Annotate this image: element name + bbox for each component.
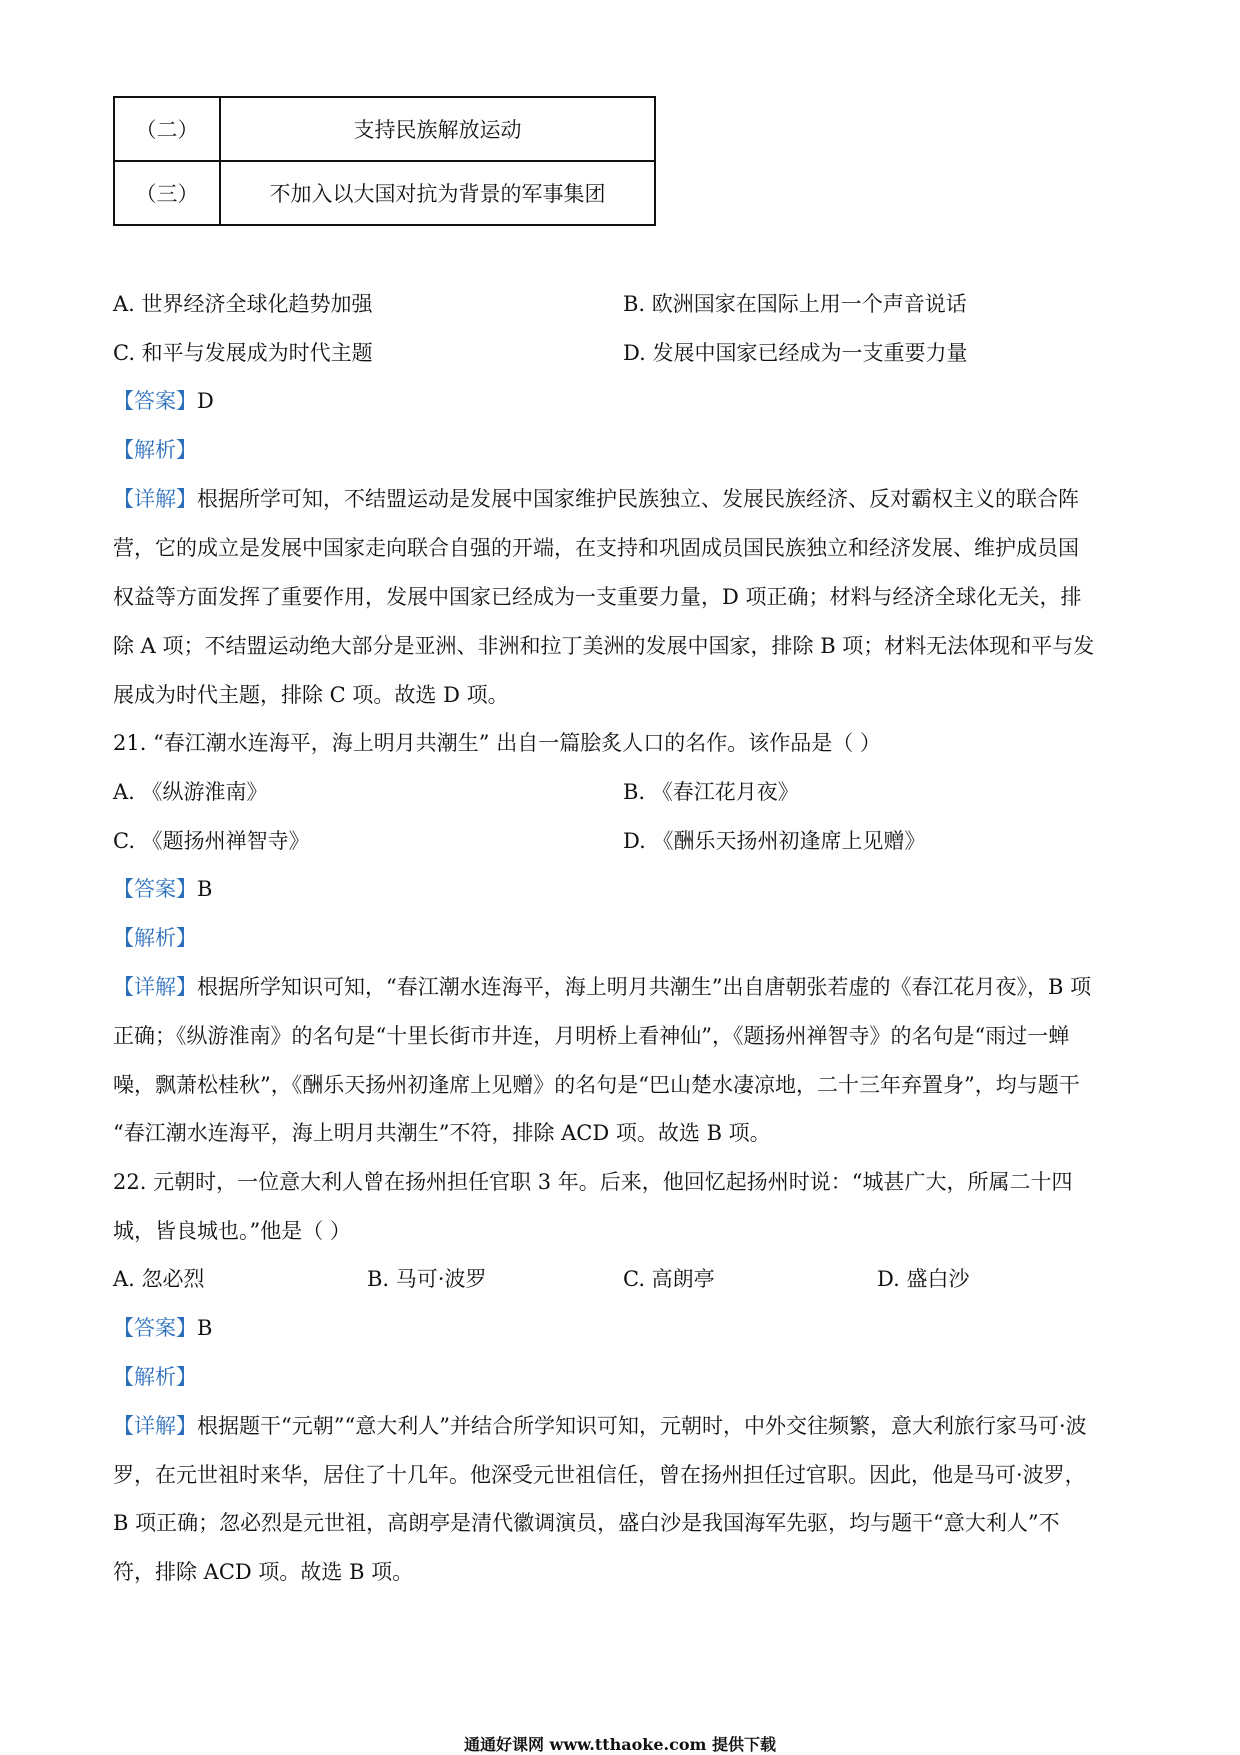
q20-option-d: D. 发展中国家已经成为一支重要力量	[623, 341, 968, 365]
q22-detail-line: 符，排除 ACD 项。故选 B 项。	[113, 1560, 414, 1584]
q22-detail-line: 罗，在元世祖时来华，居住了十几年。他深受元世祖信任，曾在扬州担任过官职。因此，他是马可·波罗，	[113, 1463, 1086, 1487]
page-footer: 通通好课网 www.tthaoke.com 提供下载	[463, 1735, 777, 1754]
q21-detail-line	[113, 974, 1091, 1000]
detail-label: 【详解】	[113, 487, 197, 511]
q20-detail-line	[113, 486, 1079, 512]
q21-detail-line: 正确；《纵游淮南》的名句是“十里长街市井连，月明桥上看神仙”，《题扬州禅智寺》的名句是“雨过一蝉	[113, 1024, 1070, 1048]
q21-detail-line: 噪，飘萧松桂秋”，《酬乐天扬州初逢席上见赠》的名句是“巴山楚水凄凉地，二十三年弃置身”，均与题干	[113, 1073, 1080, 1097]
q21-option-b: B. 《春江花月夜》	[623, 780, 799, 804]
answer-label: 【答案】	[113, 389, 197, 413]
q21-option-d: D. 《酬乐天扬州初逢席上见赠》	[623, 829, 926, 853]
q20-analysis-label: 【解析】	[113, 438, 197, 462]
q20-detail-line: 营，它的成立是发展中国家走向联合自强的开端，在支持和巩固成员国民族独立和经济发展、维护成员国	[113, 536, 1079, 560]
detail-label: 【详解】	[113, 975, 197, 999]
q22-stem-line: 城，皆良城也。”他是（ ）	[113, 1219, 351, 1243]
q20-detail-line: 除 A 项；不结盟运动绝大部分是亚洲、非洲和拉丁美洲的发展中国家，排除 B 项；材料无法体现和平与发	[113, 634, 1095, 658]
q21-option-a: A. 《纵游淮南》	[113, 780, 268, 804]
q20-option-a: A. 世界经济全球化趋势加强	[113, 292, 373, 316]
q20-option-c: C. 和平与发展成为时代主题	[113, 341, 373, 365]
q22-option-b: B. 马可·波罗	[367, 1267, 487, 1291]
answer-label: 【答案】	[113, 877, 197, 901]
detail-label: 【详解】	[113, 1414, 197, 1438]
answer-value: B	[197, 1316, 213, 1340]
table-cell-content: 不加入以大国对抗为背景的军事集团	[220, 161, 655, 225]
q21-option-c: C. 《题扬州禅智寺》	[113, 829, 310, 853]
q20-detail-line: 权益等方面发挥了重要作用，发展中国家已经成为一支重要力量，D 项正确；材料与经济全球化无关，排	[113, 585, 1082, 609]
q22-analysis-label: 【解析】	[113, 1365, 197, 1389]
detail-text: 根据所学可知，不结盟运动是发展中国家维护民族独立、发展民族经济、反对霸权主义的联合阵	[197, 487, 1079, 511]
q21-analysis-label: 【解析】	[113, 926, 197, 950]
q22-answer	[113, 1315, 212, 1341]
q20-answer	[113, 388, 214, 414]
detail-text: 根据所学知识可知，“春江潮水连海平，海上明月共潮生”出自唐朝张若虚的《春江花月夜》，B 项	[197, 975, 1092, 999]
table-cell-label: （三）	[114, 161, 220, 225]
q22-option-a: A. 忽必烈	[113, 1267, 205, 1291]
detail-text: 根据题干“元朝”“意大利人”并结合所学知识可知，元朝时，中外交往频繁，意大利旅行家马可·波	[197, 1414, 1087, 1438]
table-cell-label: （二）	[114, 97, 220, 161]
table-row	[114, 161, 655, 225]
q22-option-d: D. 盛白沙	[877, 1267, 970, 1291]
answer-value: D	[197, 389, 214, 413]
q22-detail-line	[113, 1413, 1087, 1439]
q22-detail-line: B 项正确；忽必烈是元世祖，高朗亭是清代徽调演员，盛白沙是我国海军先驱，均与题干“意大利人”不	[113, 1511, 1060, 1535]
answer-value: B	[197, 877, 213, 901]
q21-detail-line: “春江潮水连海平，海上明月共潮生”不符，排除 ACD 项。故选 B 项。	[113, 1121, 771, 1145]
answer-label: 【答案】	[113, 1316, 197, 1340]
q20-option-b: B. 欧洲国家在国际上用一个声音说话	[623, 292, 967, 316]
q22-stem-line: 22. 元朝时，一位意大利人曾在扬州担任官职 3 年。后来，他回忆起扬州时说：“城甚广大，所属二十四	[113, 1170, 1073, 1194]
q20-detail-line: 展成为时代主题，排除 C 项。故选 D 项。	[113, 683, 509, 707]
q21-answer	[113, 876, 212, 902]
table-row	[114, 97, 655, 161]
table-cell-content: 支持民族解放运动	[220, 97, 655, 161]
q22-option-c: C. 高朗亭	[623, 1267, 715, 1291]
policy-table	[113, 96, 656, 226]
q21-stem: 21. “春江潮水连海平，海上明月共潮生” 出自一篇脍炙人口的名作。该作品是（ ）	[113, 731, 881, 755]
